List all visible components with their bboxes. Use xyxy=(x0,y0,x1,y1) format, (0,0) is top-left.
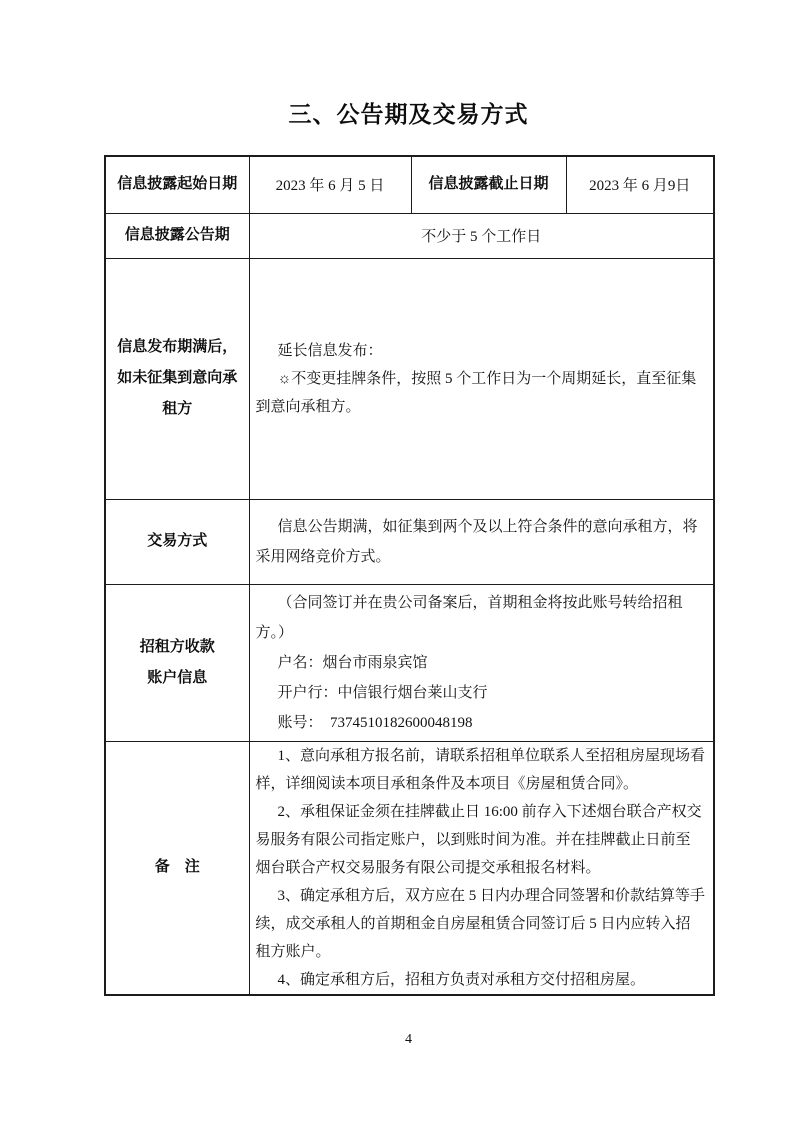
table-row-remarks xyxy=(105,741,714,995)
table-row-account-info xyxy=(105,584,714,741)
table-row-announcement-period xyxy=(105,213,714,258)
disclosure-end-label: 信息披露截止日期 xyxy=(411,156,566,213)
page-title: 三、公告期及交易方式 xyxy=(288,102,529,127)
disclosure-end-value: 2023 年 6 月9日 xyxy=(566,156,714,213)
account-number: 账号： 7374510182600048198 xyxy=(277,714,473,731)
table-row-extension xyxy=(105,258,714,499)
table-row-transaction-method xyxy=(105,499,714,584)
remarks-content xyxy=(249,741,714,995)
disclosure-start-value: 2023 年 6 月 5 日 xyxy=(249,156,411,213)
remark-item-1: 1、意向承租方报名前，请联系招租单位联系人至招租房屋现场看样，详细阅读本项目承租条件及本项目《房屋租赁合同》。 xyxy=(255,747,706,792)
extension-intro: 延长信息发布： xyxy=(277,342,383,359)
remark-item-2: 2、承租保证金须在挂牌截止日 16:00 前存入下述烟台联合产权交易服务有限公司指定账户，以到账时间为准。并在挂牌截止日前至烟台联合产权交易服务有限公司提交承租报名材料。 xyxy=(255,803,702,876)
account-info-label-line2: 账户信息 xyxy=(147,669,208,686)
extension-label: 信息发布期满后，如未征集到意向承租方 xyxy=(105,258,249,499)
remark-item-3: 3、确定承租方后，双方应在 5 日内办理合同签署和价款结算等手续，成交承租人的首期租金自房屋租赁合同签订后 5 日内应转入招租方账户。 xyxy=(255,887,706,960)
remarks-label: 备 注 xyxy=(105,741,249,995)
account-info-content xyxy=(249,584,714,741)
table-row-disclosure-dates xyxy=(105,156,714,213)
transaction-method-content xyxy=(249,499,714,584)
page-number: 4 xyxy=(405,1031,412,1047)
account-note: （合同签订并在贵公司备案后，首期租金将按此账号转给招租方。） xyxy=(255,594,683,641)
remark-item-4: 4、确定承租方后，招租方负责对承租方交付招租房屋。 xyxy=(277,971,646,988)
extension-content xyxy=(249,258,714,499)
transaction-method-value: 信息公告期满，如征集到两个及以上符合条件的意向承租方，将采用网络竞价方式。 xyxy=(255,518,698,565)
account-info-label-line1: 招租方收款 xyxy=(139,638,215,655)
account-name: 户名：烟台市雨泉宾馆 xyxy=(277,654,428,671)
content-area xyxy=(104,0,713,1048)
announcement-table xyxy=(104,155,715,996)
disclosure-start-label: 信息披露起始日期 xyxy=(105,156,249,213)
account-info-label xyxy=(105,584,249,741)
announcement-period-label: 信息披露公告期 xyxy=(105,213,249,258)
extension-option: ☼不变更挂牌条件，按照 5 个工作日为一个周期延长，直至征集到意向承租方。 xyxy=(255,370,697,415)
account-bank: 开户行：中信银行烟台莱山支行 xyxy=(277,684,488,701)
transaction-method-label: 交易方式 xyxy=(105,499,249,584)
announcement-period-value: 不少于 5 个工作日 xyxy=(249,213,714,258)
